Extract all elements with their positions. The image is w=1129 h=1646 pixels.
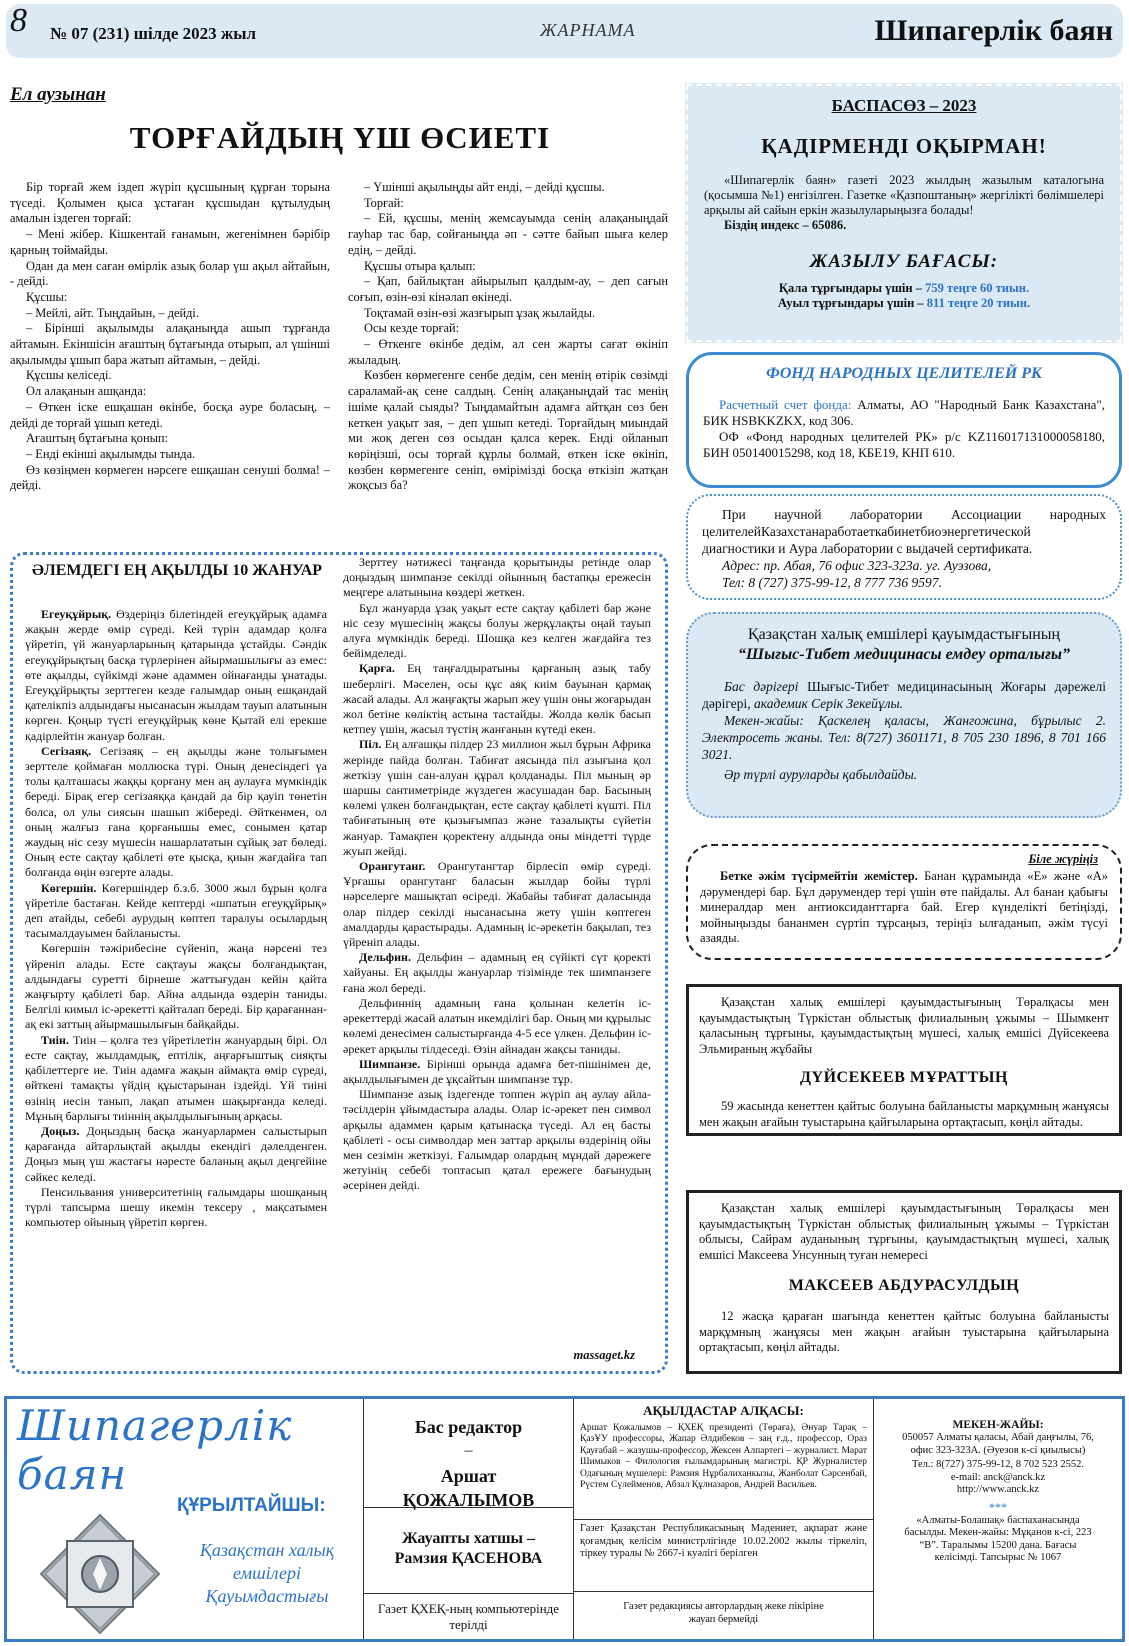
footer-logo-col bbox=[7, 1399, 364, 1639]
printer-info: «Алматы-Болашақ» баспаханасында басылды. Мекен-жайы: Мұқанов к-сі, 223 “В”. Таралымы 15200 дана. Бағасы келісімді. Тапсырыс № 1067 bbox=[904, 1514, 1092, 1563]
lab-box bbox=[686, 494, 1122, 600]
typeset-note: Газет ҚХЕҚ-ның компьютерінде терілді bbox=[377, 1601, 560, 1632]
section-label: Ел аузынан bbox=[10, 84, 106, 105]
council-title: АҚЫЛДАСТАР АЛҚАСЫ: bbox=[643, 1403, 804, 1418]
condolence1-name: ДҮЙСЕКЕЕВ МҰРАТТЫҢ bbox=[800, 1069, 1008, 1086]
clinic-name: “Шығыс-Тибет медицинасы емдеу орталығы” bbox=[738, 646, 1070, 663]
animals-article-box bbox=[10, 552, 668, 1374]
editor-label: Бас редактор bbox=[414, 1417, 523, 1437]
price-title: ЖАЗЫЛУ БАҒАСЫ: bbox=[809, 251, 999, 272]
fund-title: ФОНД НАРОДНЫХ ЦЕЛИТЕЛЕЙ РК bbox=[766, 365, 1042, 382]
footer-council-col bbox=[574, 1399, 874, 1639]
secretary-name: Жауапты хатшы – Рамзия ҚАСЕНОВА bbox=[394, 1530, 543, 1567]
issue-info: № 07 (231) шілде 2023 жыл bbox=[50, 24, 257, 43]
condolence2-intro: Қазақстан халық емшілері қауымдастығының Төралқасы мен қауымдастықтың Түркістан облыстық филиалының ұжымы – Түркістан облысы, Сайрам ауданының тұрғыны, қауымдастықтың мүшесі, халық емшісі Максеева Унсунның туған немересі bbox=[699, 1201, 1109, 1262]
lab-phone: Тел: 8 (727) 375-99-12, 8 777 736 9597. bbox=[722, 575, 942, 590]
tip-box bbox=[686, 844, 1122, 960]
animals-article-title: ӘЛЕМДЕГІ ЕҢ АҚЫЛДЫ 10 ЖАНУАР bbox=[31, 562, 323, 579]
rubric-label: ЖАРНАМА bbox=[540, 20, 636, 40]
fund-account: Расчетный счет фонда: Алматы, АО "Народный Банк Казахстана", БИК HSBKKZKX, код 306. bbox=[703, 397, 1105, 428]
contact-phones: Тел.: 8(727) 375-99-12, 8 702 523 2552. bbox=[912, 1459, 1084, 1470]
lab-address: Адрес: пр. Абая, 76 офис 323-323а. уг. Ауэзова, bbox=[722, 558, 992, 573]
condolence-box-1 bbox=[686, 984, 1122, 1136]
address-title: МЕКЕН-ЖАЙЫ: bbox=[952, 1419, 1044, 1431]
article1-col1: Бір торғай жем іздеп жүріп құсшының құрған торына түседі. Қолымен қыса ұстаған құсшыдан құтылудың амалын іздеген торғай: – Мені жібер. Кішкентай ғанамын, жегенімнен бәрібір қарның тоймайды. Одан да мен саған өмірлік азық болар үш ақыл айтайын, - дейді. Құсшы: – Мейлі, айт. Тыңдайын, – дейді. – Бірінші ақылымды алақаныңда ашып тұрғанда айтамын. Екіншісін ағаштың бұтағында отырып, ал үшінші ақылымды ұшып бара жатып айтамын, – дейді. Құсшы келіседі. Ол алақанын ашқанда: – Өткен іске ешқашан өкінбе, босқа әуре боласың, – дейді де торғай ұшып кетеді. Ағаштың бұтағына қонып: – Енді екінші ақылымды тында. Өз көзіңмен көрмеген нәрсеге ешқашан сенуші болма! – дейді. bbox=[10, 180, 330, 493]
condolence2-name: МАКСЕЕВ АБДУРАСУЛДЫҢ bbox=[788, 1277, 1020, 1294]
editor-dash: – bbox=[464, 1442, 473, 1459]
tip-label: Біле жүріңіз bbox=[1028, 852, 1098, 866]
subscription-index: Біздің индекс – 65086. bbox=[724, 218, 847, 232]
registration-text: Газет Қазақстан Республикасының Мәдениет, ақпарат және қоғамдық келісім министрлігінде 10.02.2002 жылы тіркеліп, тіркеу туралы № 2667-і куәлігі берілген bbox=[580, 1523, 867, 1559]
founder-name: Қазақстан халық емшілері Қауымдастығы bbox=[199, 1540, 335, 1606]
founder-label: ҚҰРЫЛТАЙШЫ: bbox=[177, 1495, 326, 1516]
clinic-doctor: Бас дәрігері Шығыс-Тибет медицинасының Жоғары дәрежелі дәрігері, академик Серік Зекейұлы. bbox=[702, 679, 1106, 711]
clinic-box bbox=[686, 612, 1122, 818]
typeset-block bbox=[364, 1593, 573, 1633]
newspaper-name: Шипагерлік баян bbox=[874, 14, 1113, 47]
condolence1-intro: Қазақстан халық емшілері қауымдастығының Төралқасы мен қауымдастықтың Түркістан облыстық филиалының ұжымы – Шымкент қаласының тұрғыны, қауымдастықтың мүшесі, халық емшісі Дүйсекеева Эльмираның жұбайы bbox=[699, 995, 1109, 1056]
separator-stars: *** bbox=[989, 1499, 1007, 1514]
clinic-address: Мекен-жайы: Қаскелең қаласы, Жангожина, бұрылыс 2. Электросеть жаны. Тел: 8(727) 3601171, 8 705 230 1896, 8 701 166 3021. bbox=[702, 713, 1106, 762]
article-title: ТОРҒАЙДЫҢ ҮШ ӨСИЕТІ bbox=[129, 120, 551, 155]
subscription-text: «Шипагерлік баян» газеті 2023 жылдың жазылым каталогына (қосымша №1) енгізілген. Газетке «Қазпоштаның» жергілікті бөлімшелері арқылы ай сайын еркін жазылуларыңызға болады! bbox=[704, 173, 1104, 217]
fund-details: ОФ «Фонд народных целителей РК» р/с KZ116017131000058180, БИН 050140015298, код 18, КБЕ19, КНП 610. bbox=[703, 429, 1105, 460]
emblem-icon bbox=[37, 1511, 163, 1637]
contact-web: http://www.anck.kz bbox=[956, 1484, 1040, 1495]
footer-logo-text: Шипагерлік баян bbox=[17, 1401, 293, 1499]
secretary-block bbox=[364, 1507, 573, 1594]
rural-price-row: Ауыл тұрғындары үшін – 811 теңге 20 тиын. bbox=[777, 296, 1031, 310]
clinic-note: Әр түрлі ауруларды қабылдайды. bbox=[724, 767, 918, 782]
animals-col1: Егеуқұйрық. Өздеріңіз білетіндей егеуқұйрық адамға жақын жерде өмір сүреді. Кей түрін адамдар қолға үйретіп, үй жануарларының қатарында ұстайды. Сәндік егеуқұйрықтың басқа түрлерінен айырмашылығы аз емес: өте ақылды, сүйкімді және адаммен ойнағанды ұнатады. Егеуқұйрықты зерттеген кезде ғалымдар оның ешқандай қателікпіз алдындағы нысанасын жылдам тауып алатынын көрген. Қоңыр түсті егеуқұйрық көне Қытай елі ерекше қадірлейтін жануар болған. Сегізаяқ. Сегізаяқ – ең ақылды және толығымен зерттеле қоймаған моллюска түрі. Оның денесіндегі үа толы қалташасы жаққы қорғану мен аң аулауға мүмкіндік береді. Бірақ егер сегізаяққа қандай да бір қауіп төнетін болса, ол улы сиясын шашып жібереді. Әйткенмен, ол оның жалғыз ғана қорғанышы емес, сонымен қатар жаудың ніс сезу мүшесін нашарлататын сұйық зат бөледі. Оның есте сақтау қабілеті өте қысқа, қиын жағдайға тап болғанда өңін өзгерте алады. Көгершін. Көгершіндер б.з.б. 3000 жыл бұрын қолға үйретіле бастаған. Кейде кептерді «шпатын егеуқұйрық» деп атайды, себебі аурудың көптеп таралуы осылардың тасымалдауымен байланысты. Көгершін тәжірибесіне сүйеніп, жаңа нәрсені тез үйреніп алады. Есте сақтауы жақсы болғандықтан, алдындағы суретті бірнеше жаттығудан кейін қайта жаңғырту қабілеті бар. Айна алдында өздерін таниды. Белгілі кимыл іс-әрекетті қайталап береді. Бір қарағаннан-ақ екі заттың айырмашылығын байқайды. Тиін. Тиін – қолға тез үйретілетін жануардың бірі. Ол есте сақтау, жылдамдық, ептілік, аңғарғыштық сияқты қабілеттерге ие. Тиін адамға жақын аймақта өмір сүреді, өйткені тамақты үйдің құыстарынан іздейді. Үй тиіні өзінің иесін танып, лақап атымен шақырғанда келеді. Мұның барлығы тиіннің ақылдылығының арқасы. Доңыз. Доңыздың басқа жануарлармен салыстырып қарағанда айтарлықтай ақылды екендігі дәлелденген. Доңыз мың үш жастағы нәресте баланың ақыл деңгейіне сәйкес келеді. Пенсильвания университетінің ғалымдары шошқаның түрлі тапсырма шешу икемін тексеру , мақсатымен компьютер ойының үйретіп көрген. bbox=[25, 607, 327, 1230]
subscription-box bbox=[686, 84, 1122, 342]
subscription-title: БАСПАСӨЗ – 2023 bbox=[831, 96, 977, 115]
article1-col2: – Үшінші ақылыңды айт енді, – дейді құсшы. Торғай: – Ей, құсшы, менің жемсауымда сенің алақаныңдай гауһар тас бар, сойғаныңда әп - сәтте байып шыға келер едің, – дейді. Құсшы отыра қалып: – Қап, байлықтан айырылып қалдым-ау, – деп сағын соғып, өзін-өзі кінәлап өкінеді. Тоқтамай өзін-өзі жазғырып ұзақ жылайды. Осы кезде торғай: – Өткенге өкінбе дедім, ал сен жарты сағат өкініп жыладың. Көзбен көрмегенге сенбе дедім, сен менің өтірік сөзімді сараламай-ақ сене салдың. Сенің алақаныңдай тас менің ішіме қалай сыяды? Тыңдамайтын адамға айтқан сөз бен кеткен уақыт зая, – деп ұшып кетеді. Торғайдың миындай ми жоқ деген сөз осыдан қалса керек. Енді ойланып көріңізші, осы торғай құрлы болмай, өткен іске өкініп, көзбен көрмегенге сеніп, өмірімізді босқа өткізіп жатқан жоқсыз ба? bbox=[348, 180, 668, 493]
condolence2-text: 12 жасқа қараған шағында кенеттен қайтыс болуына байланысты марқұмның жанұясы мен жақын ағайын туыстарына қайғыларына ортақтасып, көңіл айтады. bbox=[699, 1309, 1109, 1354]
disclaimer-text: Газет редакциясы авторлардың жеке пікіріне жауап бермейді bbox=[623, 1601, 824, 1625]
reader-greeting: ҚАДІРМЕНДІ ОҚЫРМАН! bbox=[761, 134, 1047, 158]
condolence-box-2 bbox=[686, 1190, 1122, 1374]
page-number: 8 bbox=[10, 2, 27, 39]
clinic-org: Қазақстан халық емшілері қауымдастығының bbox=[747, 626, 1061, 643]
editor-name: Аршат ҚОЖАЛЫМОВ bbox=[402, 1466, 535, 1510]
editor-block bbox=[364, 1399, 573, 1508]
animals-col2: Зерттеу нәтижесі таңғанда қорытынды ретінде олар доңыздың шимпанзе секілді ойынның бастапқы ережесін меңгере алатынына көздері жеткен. Бұл жануарда ұзақ уақыт есте сақтау қабілеті бар және ніс сезу мүшесінің жақсы болуы жерқұлақты оңай тауып алуға мүмкіндік береді. Шошқа кез келген жағдайға тез бейімделеді. Қарға. Ең таңғалдыратыны қарғаның азық табу шеберлігі. Мәселен, осы құс аяқ киім бауынан қармақ жасай алады. Ал жаңғақты жарып жеу үшін оны жоғарыдан жол бетіне көліктің астына тастайды. Жолда көлік басып кетпеу үшін, жасыл түстің жанғанын күтеді екен. Піл. Ең алғашқы пілдер 23 миллион жыл бұрын Африка жерінде пайда болған. Табиғат аясында піл азығына қол жеткізу үшін сан-алуан құрал қолданады. Піл мының әр шаршы сантиметрінде жүздеген жасушадан бар. Басының көлемі үлкен болғандықтан, есте сақтау қабілеті күшті. Піл табиғатының өте қызығымпаз және тазалықты сүйетін жануар. Тамақпен қоректену алдында оны міндетті түрде жуып жейді. Орангутанг. Орангутангтар бірлесіп өмір сүреді. Ұрғашы орангутанг баласын жылдар бойы түрлі нәрселерге машықтап өсіреді. Жабайы табиғат даласында олар пілдер секілді нысанасына жету үшін көптеген амалдарды қарастырады. Адамның іс-әрекетін бақылап, тез үйреніп алады. Дельфин. Дельфин – адамның ең сүйікті сүт қоректі хайуаны. Ең ақылды жануарлар тізімінде тек шимпанзеге ғана жол береді. Дельфиннің адамның ғана қолынан келетін іс-әрекеттерді жасай алатын икемділігі бар. Оның ми құрылыс көлемі денесімен салыстырғанда 4-5 есе үлкен. Дельфин іс-әрекет арқылы тілдеседі. Өзін айнадан жақсы таниды. Шимпанзе. Бірінші орында адамға бет-пішінімен де, ақылдылығымен де ұқсайтын шимпанзе тұр. Шимпанзе азық іздегенде топпен жүріп аң аулау айла-тәсілдерін ұйымдастыра алады. Олар іс-әрекет пен символ арқылы адаммен қарым қатынасқа түседі. Ал ең басты қабілеті - осы символдар мен заттар арқылы өздерінің ойы мен сезімін жеткізуі. Ғалымдар олардың мұндай дәрежеге жетуінің себебі топтасып қатал ережеге бағынудың әсерінен дейді. bbox=[343, 555, 651, 1193]
condolence1-text: 59 жасында кенеттен қайтыс болуына байланысты марқұмның жанұясы мен жақын ағайын туыстарына қайғыларына ортақтасып, көңіл айтады. bbox=[699, 1099, 1109, 1129]
address-text: 050057 Алматы қаласы, Абай даңғылы, 76, офис 323-323А. (Әуезов к-сі қиылысы) bbox=[902, 1432, 1094, 1456]
masthead-footer bbox=[4, 1396, 1125, 1642]
footer-editor-col bbox=[364, 1399, 574, 1639]
tip-text: Бетке әжім түсірмейтін жемістер. Банан құрамында «Е» және «А» дәрумендері бар. Бұл дәрумендер тері үшін өте пайдалы. Ал банан қабығы минералдар мен антиоксиданттарға бай. Егер күнделікті бетіңізді, мойныңызды бананмен сүртіп тұрсаңыз, теріңіз ылғаданып, әжім түсуі азаяды. bbox=[700, 869, 1109, 945]
lab-text: При научной лаборатории Ассоциации народных целителейКазахстанаработаеткабинетбиоэнергетической диагностики и Аура лаборатории с выдачей сертификата. bbox=[702, 507, 1106, 556]
disclaimer-block bbox=[574, 1591, 873, 1626]
footer-address-col bbox=[874, 1399, 1122, 1639]
council-text: Аршат Қожалымов – ҚХЕҚ президенті (Төраға), Әнуар Тарақ – ҚазҰУ профессоры, Жапар Әлдибеков – заң ғ.д., профессор, Ораз Қауғабай – жазушы-профессор, Жексен Алпартегі – журналист. Марат Шимыков – Филология ғылымдарының магистрі. ҚР Журналистер Одағының мүшелері: Рамзия Нұрбалиханкызы, Жанболат Сәрсенбай, Рүстем Сүлейменов, Абзал Құлназаров, Андрей Васильев. bbox=[580, 1423, 867, 1491]
city-price-row: Қала тұрғындары үшін – 759 теңге 60 тиын. bbox=[778, 281, 1030, 295]
registration-block bbox=[574, 1519, 873, 1592]
fund-box bbox=[686, 352, 1122, 488]
council-block bbox=[574, 1399, 873, 1520]
source-label: massaget.kz bbox=[573, 1348, 635, 1362]
contact-email: e-mail: anck@anck.kz bbox=[950, 1471, 1046, 1483]
